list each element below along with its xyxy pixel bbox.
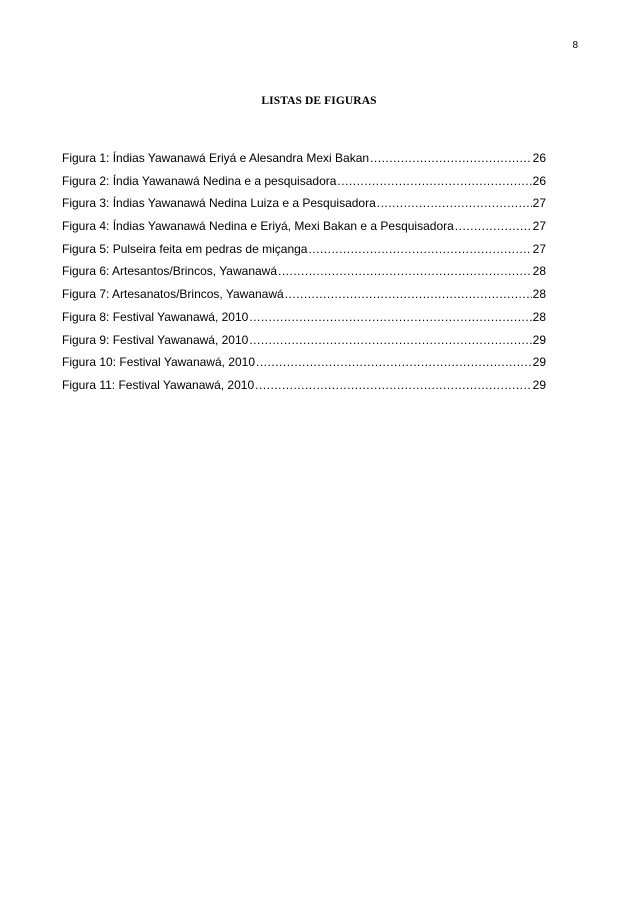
list-of-figures [62, 150, 546, 400]
toc-entry-label: Figura 9: Festival Yawanawá, 2010 [62, 332, 249, 347]
toc-entry-label: Figura 11: Festival Yawanawá, 2010 [62, 377, 255, 392]
toc-entry [62, 195, 546, 218]
page-title: LISTAS DE FIGURAS [261, 95, 377, 107]
toc-entry-page: 28 [532, 309, 546, 324]
dot-leader [370, 150, 532, 166]
toc-entry-label: Figura 10: Festival Yawanawá, 2010 [62, 355, 256, 370]
toc-entry [62, 150, 546, 173]
toc-entry-page: 28 [532, 287, 546, 302]
toc-entry [62, 241, 546, 264]
dot-leader [255, 377, 532, 393]
toc-entry [62, 309, 546, 332]
dot-leader [285, 286, 532, 302]
toc-entry [62, 377, 546, 400]
toc-entry-label: Figura 8: Festival Yawanawá, 2010 [62, 309, 249, 324]
dot-leader [278, 263, 532, 279]
dot-leader [455, 218, 532, 234]
toc-entry-page: 29 [532, 355, 546, 370]
toc-entry-page: 27 [532, 241, 546, 256]
dot-leader [249, 332, 531, 348]
toc-entry-page: 27 [532, 196, 546, 211]
toc-entry [62, 218, 546, 241]
dot-leader [256, 354, 532, 370]
toc-entry-label: Figura 2: Índia Yawanawá Nedina e a pesquisadora [62, 173, 337, 188]
toc-entry-label: Figura 5: Pulseira feita em pedras de miçanga [62, 241, 308, 256]
dot-leader [377, 195, 532, 211]
toc-entry [62, 173, 546, 196]
toc-entry-label: Figura 7: Artesanatos/Brincos, Yawanawá [62, 287, 284, 302]
toc-entry [62, 354, 546, 377]
toc-entry-page: 26 [532, 151, 546, 165]
toc-entry-label: Figura 4: Índias Yawanawá Nedina e Eriyá, Mexi Bakan e a Pesquisadora [62, 219, 454, 234]
toc-entry-page: 26 [532, 173, 546, 188]
dot-leader [337, 173, 531, 189]
toc-entry-label: Figura 6: Artesantos/Brincos, Yawanawá [62, 264, 278, 279]
toc-entry-page: 29 [532, 377, 546, 392]
toc-entry-page: 28 [532, 264, 546, 279]
toc-entry [62, 286, 546, 309]
toc-entry-page: 27 [532, 219, 546, 234]
dot-leader [249, 309, 531, 325]
toc-entry [62, 263, 546, 286]
page-number: 8 [572, 40, 578, 51]
toc-entry [62, 332, 546, 355]
dot-leader [308, 241, 531, 257]
toc-entry-label: Figura 1: Índias Yawanawá Eriyá e Alesandra Mexi Bakan [62, 151, 370, 165]
toc-entry-label: Figura 3: Índias Yawanawá Nedina Luiza e a Pesquisadora [62, 196, 376, 211]
toc-entry-page: 29 [532, 332, 546, 347]
